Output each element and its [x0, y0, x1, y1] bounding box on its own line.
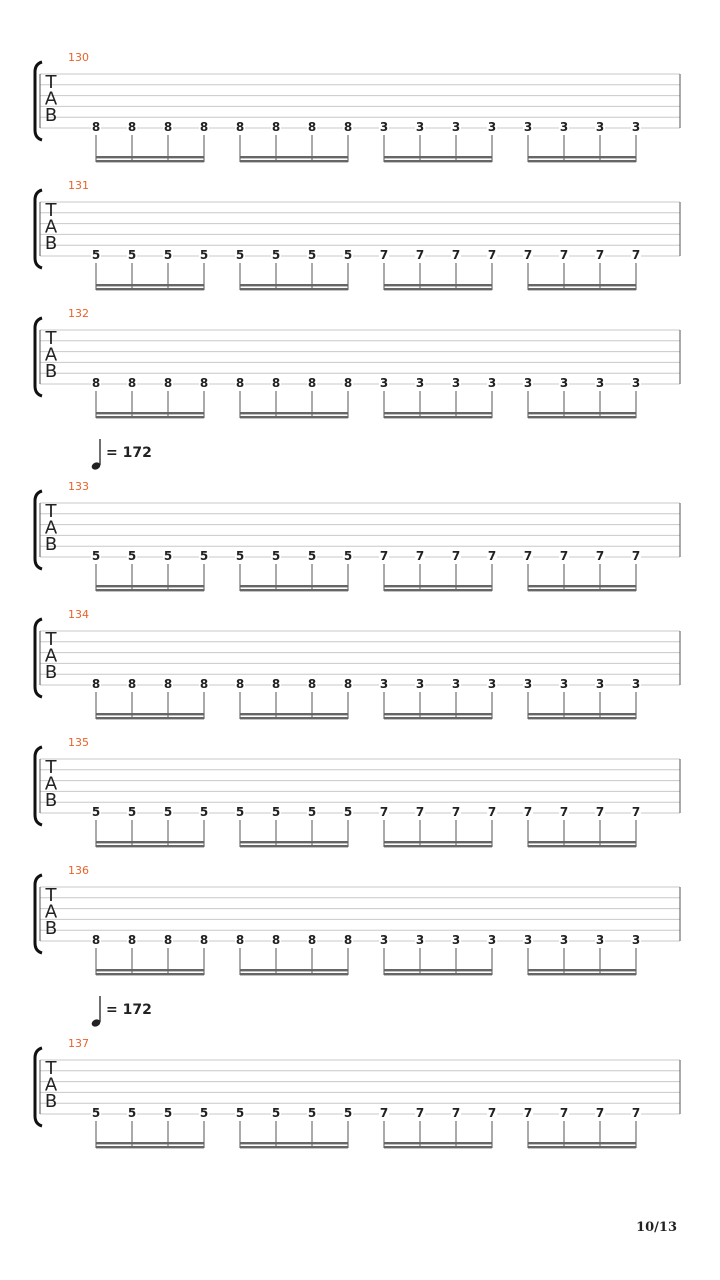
- fret-number: 7: [379, 549, 389, 563]
- fret-number: 3: [595, 933, 605, 947]
- beam: [528, 845, 636, 847]
- beam: [528, 973, 636, 975]
- beam: [384, 284, 492, 286]
- fret-number: 8: [307, 677, 317, 691]
- beam: [240, 845, 348, 847]
- fret-number: 8: [235, 376, 245, 390]
- tab-clef-letter: B: [44, 534, 58, 555]
- tab-clef-letter: A: [44, 216, 58, 238]
- beam: [240, 412, 348, 414]
- fret-number: 8: [91, 120, 101, 134]
- fret-number: 7: [631, 549, 641, 563]
- beam: [240, 585, 348, 587]
- fret-number: 3: [631, 677, 641, 691]
- fret-number: 5: [163, 549, 173, 563]
- fret-number: 8: [235, 120, 245, 134]
- fret-number: 3: [595, 376, 605, 390]
- fret-number: 3: [415, 376, 425, 390]
- fret-number: 3: [523, 933, 533, 947]
- fret-number: 3: [523, 120, 533, 134]
- beam: [528, 841, 636, 843]
- tempo-marking: = 172: [106, 445, 152, 461]
- fret-number: 5: [271, 248, 281, 262]
- fret-number: 8: [199, 120, 209, 134]
- fret-number: 3: [631, 933, 641, 947]
- fret-number: 7: [559, 805, 569, 819]
- fret-number: 5: [343, 805, 353, 819]
- fret-number: 8: [199, 677, 209, 691]
- beam: [96, 845, 204, 847]
- fret-number: 3: [451, 376, 461, 390]
- beam: [96, 160, 204, 162]
- beam: [384, 160, 492, 162]
- fret-number: 3: [487, 376, 497, 390]
- tab-system: [35, 51, 680, 162]
- beam: [384, 1146, 492, 1148]
- fret-number: 8: [91, 677, 101, 691]
- fret-number: 5: [199, 549, 209, 563]
- tab-system: [35, 307, 680, 418]
- fret-number: 8: [343, 120, 353, 134]
- beam: [384, 589, 492, 591]
- tab-clef-letter: T: [45, 757, 57, 778]
- fret-number: 5: [307, 1106, 317, 1120]
- beam: [384, 713, 492, 715]
- fret-number: 7: [595, 549, 605, 563]
- tab-clef-letter: B: [44, 662, 58, 683]
- fret-number: 8: [271, 677, 281, 691]
- fret-number: 3: [451, 677, 461, 691]
- beam: [96, 713, 204, 715]
- beam: [384, 841, 492, 843]
- fret-number: 8: [163, 933, 173, 947]
- beam: [528, 585, 636, 587]
- beam: [96, 585, 204, 587]
- tab-clef-letter: B: [44, 790, 58, 811]
- fret-number: 3: [379, 376, 389, 390]
- beam: [240, 160, 348, 162]
- fret-number: 3: [487, 120, 497, 134]
- beam: [240, 713, 348, 715]
- beam: [528, 1142, 636, 1144]
- tab-clef-letter: A: [44, 344, 58, 366]
- fret-number: 3: [631, 376, 641, 390]
- fret-number: 3: [559, 120, 569, 134]
- fret-number: 7: [595, 805, 605, 819]
- tab-clef-letter: B: [44, 105, 58, 126]
- fret-number: 8: [307, 376, 317, 390]
- fret-number: 3: [379, 677, 389, 691]
- fret-number: 3: [559, 376, 569, 390]
- fret-number: 3: [631, 120, 641, 134]
- fret-number: 3: [379, 933, 389, 947]
- tab-clef-letter: T: [45, 200, 57, 221]
- fret-number: 3: [487, 677, 497, 691]
- tab-system: [35, 439, 680, 591]
- fret-number: 8: [343, 933, 353, 947]
- fret-number: 5: [127, 1106, 137, 1120]
- fret-number: 7: [415, 549, 425, 563]
- fret-number: 5: [235, 248, 245, 262]
- fret-number: 7: [595, 1106, 605, 1120]
- measure-number: 136: [68, 864, 89, 877]
- fret-number: 7: [451, 248, 461, 262]
- beam: [528, 589, 636, 591]
- fret-number: 5: [271, 549, 281, 563]
- beam: [384, 717, 492, 719]
- beam: [528, 160, 636, 162]
- fret-number: 5: [307, 248, 317, 262]
- fret-number: 8: [235, 677, 245, 691]
- beam: [240, 969, 348, 971]
- fret-number: 5: [91, 1106, 101, 1120]
- fret-number: 5: [343, 248, 353, 262]
- tab-clef-letter: T: [45, 885, 57, 906]
- tab-system: [35, 179, 680, 290]
- beam: [384, 969, 492, 971]
- measure-number: 134: [68, 608, 89, 621]
- fret-number: 5: [235, 1106, 245, 1120]
- beam: [96, 1146, 204, 1148]
- fret-number: 7: [523, 805, 533, 819]
- beam: [96, 589, 204, 591]
- beam: [240, 288, 348, 290]
- fret-number: 8: [91, 376, 101, 390]
- fret-number: 3: [559, 677, 569, 691]
- fret-number: 7: [451, 805, 461, 819]
- fret-number: 8: [307, 933, 317, 947]
- fret-number: 8: [271, 376, 281, 390]
- fret-number: 7: [487, 248, 497, 262]
- beam: [96, 288, 204, 290]
- fret-number: 5: [307, 805, 317, 819]
- beam: [240, 973, 348, 975]
- beam: [528, 416, 636, 418]
- fret-number: 8: [343, 376, 353, 390]
- beam: [96, 969, 204, 971]
- fret-number: 5: [91, 248, 101, 262]
- beam: [96, 973, 204, 975]
- fret-number: 8: [163, 376, 173, 390]
- fret-number: 8: [271, 120, 281, 134]
- beam: [384, 845, 492, 847]
- fret-number: 5: [163, 1106, 173, 1120]
- beam: [96, 156, 204, 158]
- beam: [384, 1142, 492, 1144]
- fret-number: 7: [523, 549, 533, 563]
- fret-number: 5: [235, 549, 245, 563]
- beam: [528, 713, 636, 715]
- fret-number: 5: [199, 805, 209, 819]
- beam: [240, 589, 348, 591]
- beam: [528, 717, 636, 719]
- fret-number: 3: [523, 376, 533, 390]
- fret-number: 7: [523, 1106, 533, 1120]
- fret-number: 8: [91, 933, 101, 947]
- tab-clef-letter: T: [45, 328, 57, 349]
- tab-clef-letter: B: [44, 233, 58, 254]
- fret-number: 8: [127, 677, 137, 691]
- beam: [96, 412, 204, 414]
- fret-number: 7: [559, 248, 569, 262]
- fret-number: 7: [379, 1106, 389, 1120]
- fret-number: 3: [595, 677, 605, 691]
- fret-number: 5: [199, 1106, 209, 1120]
- beam: [96, 1142, 204, 1144]
- fret-number: 3: [523, 677, 533, 691]
- beam: [240, 284, 348, 286]
- tab-clef-letter: A: [44, 901, 58, 923]
- beam: [384, 288, 492, 290]
- tab-clef-letter: A: [44, 88, 58, 110]
- measure-number: 132: [68, 307, 89, 320]
- fret-number: 3: [451, 933, 461, 947]
- tab-clef-letter: B: [44, 361, 58, 382]
- beam: [384, 585, 492, 587]
- fret-number: 7: [631, 805, 641, 819]
- fret-number: 3: [451, 120, 461, 134]
- fret-number: 7: [415, 1106, 425, 1120]
- fret-number: 8: [343, 677, 353, 691]
- beam: [384, 412, 492, 414]
- measure-number: 135: [68, 736, 89, 749]
- fret-number: 3: [415, 933, 425, 947]
- fret-number: 5: [235, 805, 245, 819]
- beam: [96, 841, 204, 843]
- fret-number: 8: [127, 933, 137, 947]
- fret-number: 5: [127, 248, 137, 262]
- fret-number: 5: [91, 805, 101, 819]
- beam: [240, 841, 348, 843]
- fret-number: 7: [415, 248, 425, 262]
- beam: [528, 288, 636, 290]
- fret-number: 8: [199, 933, 209, 947]
- fret-number: 7: [451, 1106, 461, 1120]
- beam: [384, 416, 492, 418]
- tab-system: [35, 736, 680, 847]
- fret-number: 5: [91, 549, 101, 563]
- beam: [240, 1142, 348, 1144]
- fret-number: 7: [631, 1106, 641, 1120]
- tab-clef-letter: B: [44, 918, 58, 939]
- fret-number: 8: [127, 120, 137, 134]
- fret-number: 5: [271, 805, 281, 819]
- fret-number: 7: [451, 549, 461, 563]
- fret-number: 3: [559, 933, 569, 947]
- fret-number: 8: [271, 933, 281, 947]
- beam: [528, 156, 636, 158]
- beam: [384, 973, 492, 975]
- beam: [528, 412, 636, 414]
- fret-number: 3: [487, 933, 497, 947]
- fret-number: 5: [343, 549, 353, 563]
- fret-number: 5: [307, 549, 317, 563]
- fret-number: 5: [127, 805, 137, 819]
- fret-number: 7: [595, 248, 605, 262]
- measure-number: 133: [68, 480, 89, 493]
- fret-number: 8: [307, 120, 317, 134]
- fret-number: 8: [163, 120, 173, 134]
- fret-number: 5: [163, 248, 173, 262]
- fret-number: 8: [163, 677, 173, 691]
- fret-number: 3: [415, 677, 425, 691]
- tempo-marking: = 172: [106, 1002, 152, 1018]
- beam: [384, 156, 492, 158]
- fret-number: 7: [559, 549, 569, 563]
- fret-number: 7: [523, 248, 533, 262]
- beam: [96, 717, 204, 719]
- beam: [96, 416, 204, 418]
- beam: [528, 284, 636, 286]
- fret-number: 7: [487, 805, 497, 819]
- tab-clef-letter: T: [45, 1058, 57, 1079]
- fret-number: 8: [235, 933, 245, 947]
- fret-number: 5: [271, 1106, 281, 1120]
- tab-system: [35, 996, 680, 1148]
- fret-number: 3: [415, 120, 425, 134]
- tab-clef-letter: A: [44, 517, 58, 539]
- fret-number: 5: [127, 549, 137, 563]
- fret-number: 8: [127, 376, 137, 390]
- tab-system: [35, 864, 680, 975]
- beam: [528, 1146, 636, 1148]
- beam: [240, 156, 348, 158]
- beam: [96, 284, 204, 286]
- fret-number: 3: [379, 120, 389, 134]
- tab-clef-letter: A: [44, 773, 58, 795]
- beam: [528, 969, 636, 971]
- tab-clef-letter: A: [44, 645, 58, 667]
- tab-clef-letter: T: [45, 501, 57, 522]
- tab-clef-letter: A: [44, 1074, 58, 1096]
- measure-number: 131: [68, 179, 89, 192]
- fret-number: 7: [379, 248, 389, 262]
- tab-clef-letter: T: [45, 629, 57, 650]
- fret-number: 7: [487, 549, 497, 563]
- fret-number: 7: [487, 1106, 497, 1120]
- fret-number: 3: [595, 120, 605, 134]
- tab-system: [35, 608, 680, 719]
- fret-number: 7: [415, 805, 425, 819]
- measure-number: 130: [68, 51, 89, 64]
- measure-number: 137: [68, 1037, 89, 1050]
- page-number: 10/13: [636, 1220, 677, 1235]
- fret-number: 5: [163, 805, 173, 819]
- fret-number: 5: [199, 248, 209, 262]
- fret-number: 5: [343, 1106, 353, 1120]
- fret-number: 8: [199, 376, 209, 390]
- beam: [240, 416, 348, 418]
- beam: [240, 717, 348, 719]
- fret-number: 7: [559, 1106, 569, 1120]
- beam: [240, 1146, 348, 1148]
- fret-number: 7: [379, 805, 389, 819]
- fret-number: 7: [631, 248, 641, 262]
- tab-clef-letter: B: [44, 1091, 58, 1112]
- tab-clef-letter: T: [45, 72, 57, 93]
